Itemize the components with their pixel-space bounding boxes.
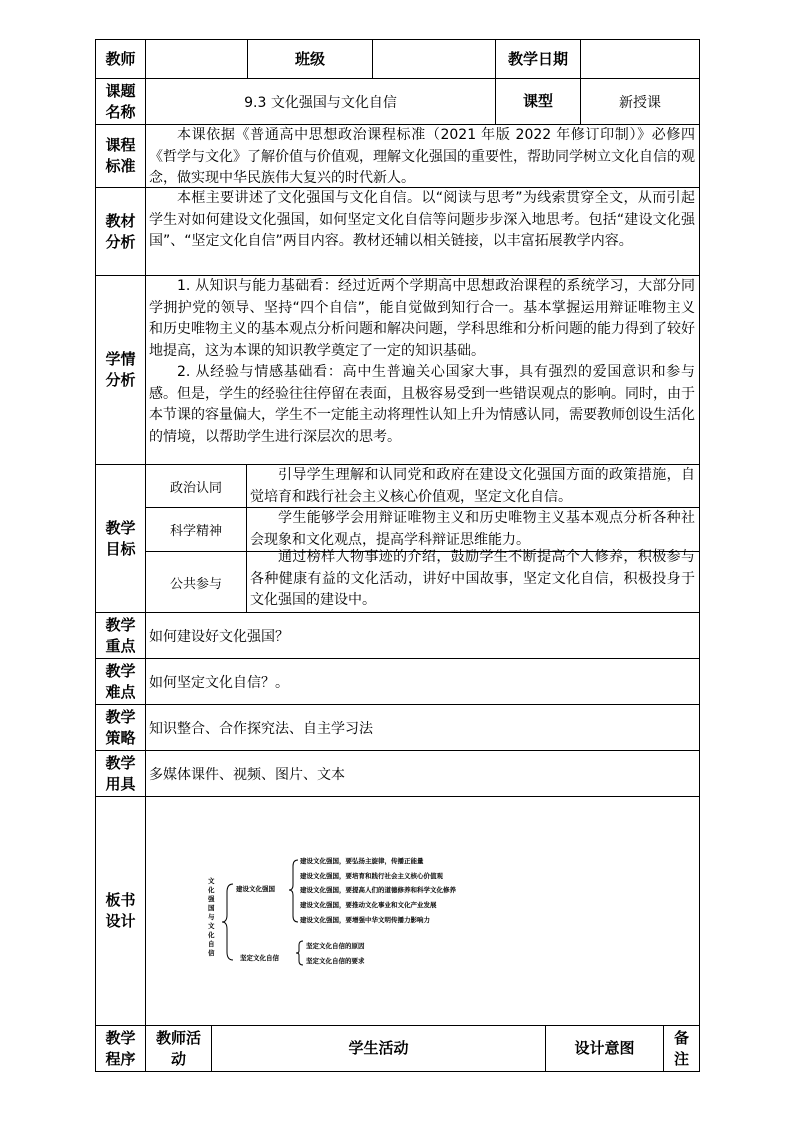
- focus-label: 教学 重点: [105, 615, 136, 655]
- goal-text-public: 通过榜样人物事迹的介绍，鼓励学生不断提高个人修养，积极参与各种健康有益的文化活动，讲好中国故事，坚定文化自信，积极投身于文化强国的建设中。: [250, 549, 695, 608]
- goal-text-science: 学生能够学会用辩证唯物主义和历史唯物主义基本观点分析各种社会现象和文化观点，提高学科辩证思维能力。: [250, 510, 695, 548]
- tools-text: 多媒体课件、视频、图片、文本: [149, 766, 345, 783]
- board-leaf-3: 建设文化强国，要提高人们的道德修养和科学文化修养: [300, 886, 456, 894]
- goals-label: 教学 目标: [105, 518, 136, 558]
- board-branch-2: 坚定文化自信: [240, 954, 279, 962]
- teacher-label: 教师: [105, 49, 136, 68]
- curriculum-text: 本课依据《普通高中思想政治课程标准（2021 年版 2022 年修订印制）》必修四《哲学与文化》了解价值与价值观，理解文化强国的重要性，帮助同学树立文化自信的观念，做实现中华民族伟大复兴的时代新人。: [149, 127, 695, 186]
- board-label: 板书 设计: [105, 891, 136, 930]
- board-leaf-1: 建设文化强国，要弘扬主旋律，传播正能量: [300, 857, 424, 865]
- students-paragraph-1: 1. 从知识与能力基础看：经过近两个学期高中思想政治课程的系统学习，大部分同学拥护党的领导、坚持“四个自信”，能自觉做到知行合一。基本掌握运用辩证唯物主义和历史唯物主义的基本观点分析问题和解决问题，学科思维和分析问题的能力得到了较好地提高，这为本课的知识教学奠定了一定的知识基础。: [149, 278, 695, 359]
- student-activity-header: 学生活动: [348, 1039, 409, 1057]
- teacher-activity-header: 教师活 动: [155, 1028, 201, 1068]
- board-diagram: [146, 797, 699, 1025]
- board-branch-2-brace: [295, 940, 305, 966]
- board-leaf-5: 建设文化强国，要增强中华文明传播力影响力: [300, 916, 430, 924]
- students-paragraph-2: 2. 从经验与情感基础看：高中生普遍关心国家大事，具有强烈的爱国意识和参与感。但是，学生的经验往往停留在表面，且极容易受到一些错误观点的影响。同时，由于本节课的容量偏大，学生不一定能主动将理性认知上升为情感认同，需要教师创设生活化的情境，以帮助学生进行深层次的思考。: [149, 364, 695, 445]
- strategy-label: 教学 策略: [105, 707, 136, 747]
- board-branch-1: 建设文化强国: [236, 885, 275, 893]
- goal-name-political: 政治认同: [169, 480, 222, 496]
- difficulty-label: 教学 难点: [105, 661, 136, 701]
- board-root: 文化强国与文化自信: [208, 877, 215, 957]
- date-value[interactable]: [581, 40, 699, 78]
- curriculum-label: 课程 标准: [105, 136, 136, 175]
- strategy-text: 知识整合、合作探究法、自主学习法: [149, 720, 373, 737]
- lesson-type-value: 新授课: [619, 94, 661, 111]
- topic-title: 9.3 文化强国与文化自信: [244, 94, 397, 111]
- board-leaf-6: 坚定文化自信的原因: [306, 942, 365, 950]
- board-leaf-7: 坚定文化自信的要求: [306, 957, 365, 965]
- difficulty-text: 如何坚定文化自信？。: [149, 674, 289, 691]
- focus-text: 如何建设好文化强国？: [149, 628, 289, 645]
- students-label: 学情 分析: [105, 350, 136, 389]
- class-label: 班级: [294, 49, 325, 68]
- remark-header: 备 注: [673, 1028, 689, 1068]
- class-value[interactable]: [373, 40, 495, 78]
- date-label: 教学日期: [507, 49, 568, 68]
- goal-name-public: 公共参与: [169, 576, 222, 592]
- students-text: [149, 276, 695, 448]
- lesson-type-label: 课型: [522, 92, 553, 110]
- board-branch-1-brace: [288, 859, 300, 923]
- goal-text-political: 引导学生理解和认同党和政府在建设文化强国方面的政策措施，自觉培育和践行社会主义核心价值观，坚定文化自信。: [250, 467, 695, 505]
- board-leaf-2: 建设文化强国，要培育和践行社会主义核心价值观: [300, 872, 443, 880]
- topic-label: 课题 名称: [105, 81, 136, 121]
- tools-label: 教学 用具: [105, 753, 136, 793]
- board-main-brace: [221, 882, 235, 962]
- goal-name-science: 科学精神: [169, 524, 222, 539]
- material-label: 教材 分析: [105, 211, 136, 251]
- material-text: 本框主要讲述了文化强国与文化自信。以“阅读与思考”为线索贯穿全文，从而引起学生对如何建设文化强国，如何坚定文化自信等问题步步深入地思考。包括“建设文化强国”、“坚定文化自信”两目内容。教材还辅以相关链接，以丰富拓展教学内容。: [149, 190, 695, 249]
- design-intent-header: 设计意图: [574, 1039, 635, 1057]
- procedure-label: 教学 程序: [105, 1028, 136, 1068]
- teacher-value[interactable]: [146, 40, 247, 78]
- board-leaf-4: 建设文化强国，要推动文化事业和文化产业发展: [300, 901, 437, 909]
